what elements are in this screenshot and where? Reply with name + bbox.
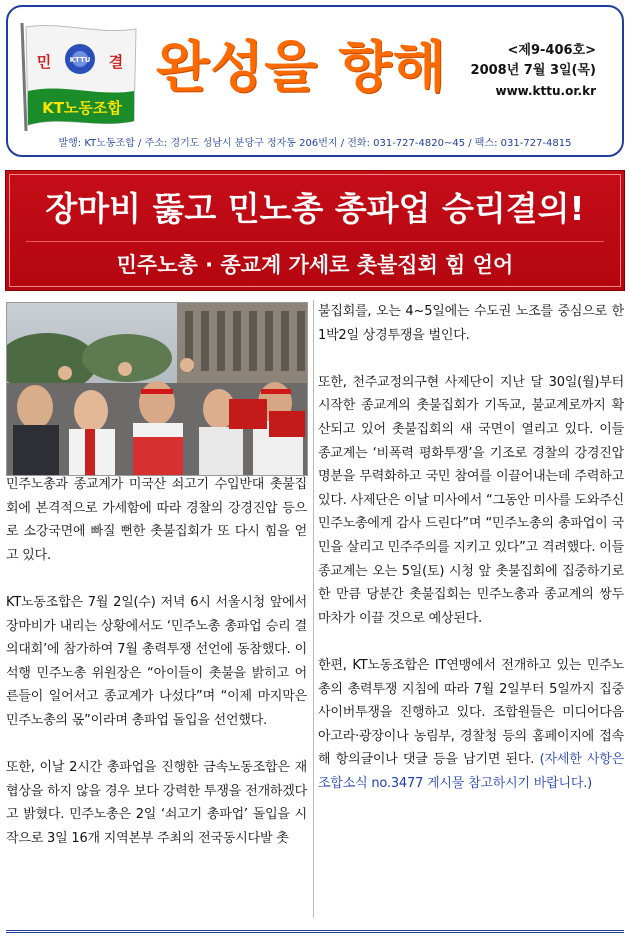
article-column-left	[6, 473, 307, 851]
article-paragraph: 민주노총과 종교계가 미국산 쇠고기 수입반대 촛불집회에 본격적으로 가세함에 따라 경찰의 강경진압 등으로 소강국면에 빠질 뻔한 촛불집회가 또 다시 힘을 얻고 있다.	[6, 477, 307, 563]
article-paragraph: 또한, 천주교정의구현 사제단이 지난 달 30일(월)부터 시작한 종교계의 촛불집회가 기독교, 불교계로까지 확산되고 있어 촛불집회의 새 국면이 열리고 있다. 이들 종교계는 ‘비폭력 평화투쟁’을 기조로 경찰의 강경진압 명분을 무력화하고 국민 참여를 이끌어내는데 주력하고 있다. 사제단은 이날 미사에서 “그동안 미사를 도와주신 민주노총에게 감사 드린다”며 “민주노총의 총파업이 국민을 살리고 민주주의를 지키고 있다”고 격려했다. 이들 종교계는 오는 5일(토) 시청 앞 촛불집회에 집중하기로 한 만큼 당분간 촛불집회는 민주노총과 종교계의 쌍두마차가 이끌 것으로 예상된다.	[318, 374, 624, 626]
article-column-right	[318, 300, 624, 795]
article-paragraph	[318, 654, 624, 796]
article-paragraph-text: 한편, KT노동조합은 IT연맹에서 전개하고 있는 민주노총의 총력투쟁 지침에 따라 7월 2일부터 5일까지 집중 사이버투쟁을 진행하고 있다. 조합원들은 미디어다음 아고라·광장이나 농림부, 경찰청 등의 홈페이지에 접속해 항의글이나 댓글 등을 남기면 된다.	[318, 657, 624, 768]
article-paragraph: 또한, 이날 2시간 총파업을 진행한 금속노동조합은 재협상을 하지 않을 경우 보다 강력한 투쟁을 전개하겠다고 밝혔다. 민주노총은 2일 ‘쇠고기 총파업’ 돌입을 시작으로 3일 16개 지역본부 주최의 전국동시다발 촛	[6, 760, 307, 846]
article-paragraph: KT노동조합은 7월 2일(수) 저녁 6시 서울시청 앞에서 장마비가 내리는 상황에서도 ‘민주노총 총파업 승리 결의대회’에 참가하여 7월 총력투쟁 선언에 동참했다. 이석행 민주노총 위원장은 “아이들이 촛불을 밝히고 어른들이 일어서고 종교계가 나섰다”며 “이제 마지막은 민주노총의 몫”이라며 총파업 돌입을 선언했다.	[6, 594, 307, 728]
bottom-rule	[6, 930, 624, 933]
website-url[interactable]: www.kttu.or.kr	[495, 84, 596, 98]
union-flag-logo	[16, 21, 140, 133]
issue-date: 2008년 7월 3일(목)	[470, 63, 596, 78]
issue-number: <제9-406호>	[507, 43, 596, 58]
reference-note: (자세한 사항은 조합소식 no.3477 게시물 참고하시기 바랍니다.)	[318, 752, 625, 791]
column-divider	[313, 300, 314, 918]
publisher-info: 발행: KT노동조합 / 주소: 경기도 성남시 분당구 정자동 206번지 / 전화: 031-727-4820~45 / 팩스: 031-727-4815	[58, 138, 572, 149]
masthead	[6, 5, 624, 157]
rally-photo-image	[7, 303, 308, 476]
rally-photo	[6, 302, 308, 476]
flag-banner-text: KT노동조합	[42, 99, 122, 117]
flag-char-right: 결	[108, 53, 124, 71]
issue-info	[471, 41, 596, 101]
headline-divider	[26, 241, 604, 242]
svg-text:KTTU: KTTU	[69, 56, 91, 64]
headline-banner	[5, 170, 625, 291]
flag-char-left: 민	[36, 53, 52, 71]
headline-subtitle: 민주노총 · 종교계 가세로 촛불집회 힘 얻어	[116, 253, 514, 277]
article-paragraph: 불집회를, 오는 4~5일에는 수도권 노조를 중심으로 한 1박2일 상경투쟁을 벌인다.	[318, 304, 624, 343]
newsletter-title: 완성을 향해	[156, 35, 447, 99]
headline-title: 장마비 뚫고 민노총 총파업 승리결의!	[45, 189, 585, 228]
flag-logo-text	[70, 56, 91, 64]
